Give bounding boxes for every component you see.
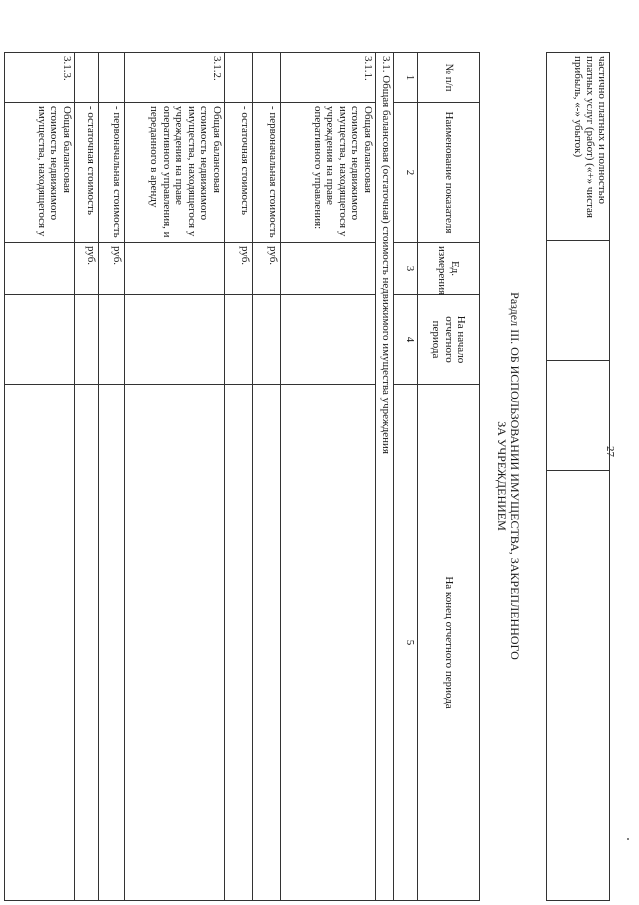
- top-table-cell: [547, 241, 610, 361]
- column-number: 2: [394, 103, 418, 243]
- scan-speck: [627, 838, 629, 840]
- row-number: 3.1.1.: [281, 53, 376, 103]
- top-table: [546, 52, 610, 901]
- row-end-value: [75, 385, 99, 901]
- section-title: Раздел III. ОБ ИСПОЛЬЗОВАНИИ ИМУЩЕСТВА, ЗАКРЕПЛЕННОГО ЗА УЧРЕЖДЕНИЕМ: [495, 292, 522, 660]
- column-number: 1: [394, 53, 418, 103]
- row-end-value: [225, 385, 253, 901]
- row-start-value: [125, 295, 225, 385]
- row-start-value: [99, 295, 125, 385]
- column-number: 4: [394, 295, 418, 385]
- table-row: [281, 53, 376, 901]
- table-row: [99, 53, 125, 901]
- table-row: [5, 53, 75, 901]
- row-number: [75, 53, 99, 103]
- row-number: [99, 53, 125, 103]
- row-start-value: [225, 295, 253, 385]
- table-row: [75, 53, 99, 901]
- row-number: 3.1.3.: [5, 53, 75, 103]
- row-name: Общая балансовая стоимость недвижимого имущества, находящегося у учреждения на праве оперативного управления:: [281, 103, 376, 243]
- row-end-value: [125, 385, 225, 901]
- header-row: [418, 53, 480, 901]
- row-unit: [5, 243, 75, 295]
- header-cell: Ед. измерения: [418, 243, 480, 295]
- column-number: 3: [394, 243, 418, 295]
- table-row: [225, 53, 253, 901]
- row-end-value: [99, 385, 125, 901]
- row-name: - первоначальная стоимость: [253, 103, 281, 243]
- header-cell: № п/п: [418, 53, 480, 103]
- row-unit: руб.: [75, 243, 99, 295]
- row-start-value: [5, 295, 75, 385]
- table-row: [253, 53, 281, 901]
- row-unit: [281, 243, 376, 295]
- row-start-value: [75, 295, 99, 385]
- row-name: Общая балансовая стоимость недвижимого имущества, находящегося у: [5, 103, 75, 243]
- top-table-cell: [547, 361, 610, 471]
- row-number: [253, 53, 281, 103]
- row-name: - остаточная стоимость: [225, 103, 253, 243]
- rotated-document: [10, 52, 610, 902]
- header-cell: На начало отчетного периода: [418, 295, 480, 385]
- row-end-value: [5, 385, 75, 901]
- row-name: - первоначальная стоимость: [99, 103, 125, 243]
- row-unit: руб.: [253, 243, 281, 295]
- subsection-title: 3.1. Общая балансовая (остаточная) стоимость недвижимого имущества учреждения: [376, 53, 394, 901]
- header-cell: На конец отчетного периода: [418, 385, 480, 901]
- row-unit: руб.: [99, 243, 125, 295]
- top-table-cell: [547, 471, 610, 901]
- column-number: 5: [394, 385, 418, 901]
- row-name: Общая балансовая стоимость недвижимого имущества, находящегося у учреждения на праве оперативного управления, и переданного в аренду: [125, 103, 225, 243]
- row-start-value: [281, 295, 376, 385]
- subsection-row: [376, 53, 394, 901]
- top-table-row: [547, 53, 610, 901]
- header-cell: Наименование показателя: [418, 103, 480, 243]
- row-end-value: [281, 385, 376, 901]
- row-unit: руб.: [225, 243, 253, 295]
- table-row: [125, 53, 225, 901]
- row-name: - остаточная стоимость: [75, 103, 99, 243]
- row-number: 3.1.2.: [125, 53, 225, 103]
- property-table: [4, 52, 480, 901]
- top-table-label: частично платных и полностью платных услуг (работ) («+» чистая прибыль, «-» убыток): [547, 53, 610, 241]
- row-number: [225, 53, 253, 103]
- page-number: 27: [604, 446, 616, 457]
- column-number-row: [394, 53, 418, 901]
- row-end-value: [253, 385, 281, 901]
- row-unit: [125, 243, 225, 295]
- row-start-value: [253, 295, 281, 385]
